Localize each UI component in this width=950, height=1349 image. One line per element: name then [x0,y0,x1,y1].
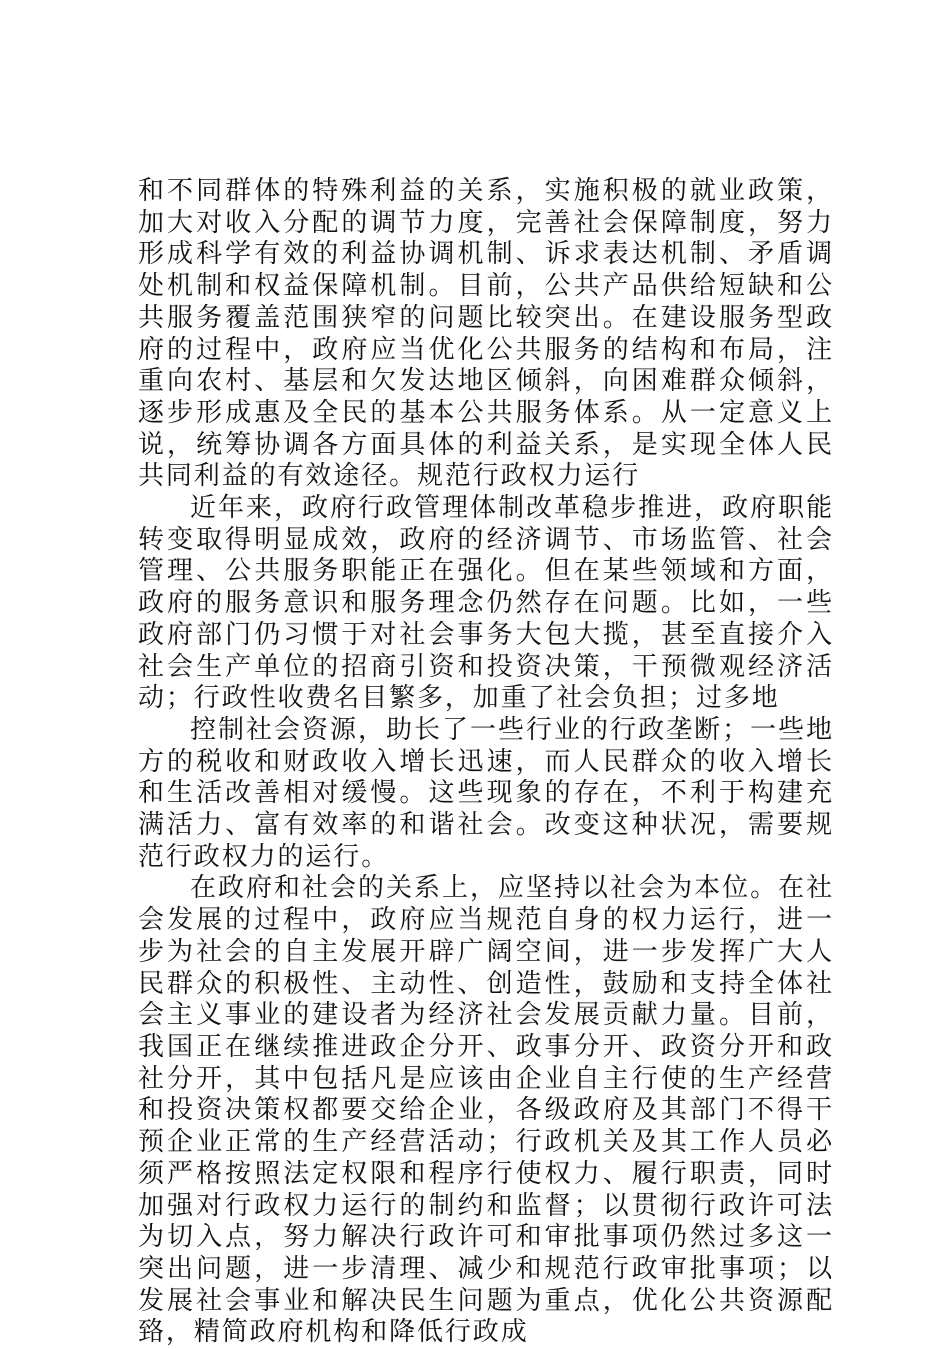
paragraph-1: 和不同群体的特殊利益的关系，实施积极的就业政策，加大对收入分配的调节力度，完善社会保障制度，努力形成科学有效的利益协调机制、诉求表达机制、矛盾调处机制和权益保障机制。目前，公共产品供给短缺和公共服务覆盖范围狭窄的问题比较突出。在建设服务型政府的过程中，政府应当优化公共服务的结构和布局，注重向农村、基层和欠发达地区倾斜，向困难群众倾斜，逐步形成惠及全民的基本公共服务体系。从一定意义上说，统筹协调各方面具体的利益关系，是实现全体人民共同利益的有效途径。规范行政权力运行 [138,176,834,492]
paragraph-3: 控制社会资源，助长了一些行业的行政垄断；一些地方的税收和财政收入增长迅速，而人民群众的收入增长和生活改善相对缓慢。这些现象的存在，不利于构建充满活力、富有效率的和谐社会。改变这种状况，需要规范行政权力的运行。 [138,714,834,872]
paragraph-4: 在政府和社会的关系上，应坚持以社会为本位。在社会发展的过程中，政府应当规范自身的权力运行，进一步为社会的自主发展开辟广阔空间，进一步发挥广大人民群众的积极性、主动性、创造性，鼓励和支持全体社会主义事业的建设者为经济社会发展贡献力量。目前，我国正在继续推进政企分开、政事分开、政资分开和政社分开，其中包括凡是应该由企业自主行使的生产经营和投资决策权都要交给企业，各级政府及其部门不得干预企业正常的生产经营活动；行政机关及其工作人员必须严格按照法定权限和程序行使权力、履行职责，同时加强对行政权力运行的制约和监督；以贯彻行政许可法为切入点，努力解决行政许可和审批事项仍然过多这一突出问题，进一步清理、减少和规范行政审批事项；以发展社会事业和解决民生问题为重点，优化公共资源配臵，精简政府机构和降低行政成 [138,873,834,1348]
paragraph-2: 近年来，政府行政管理体制改革稳步推进，政府职能转变取得明显成效，政府的经济调节、市场监管、社会管理、公共服务职能正在强化。但在某些领域和方面，政府的服务意识和服务理念仍然存在问题。比如，一些政府部门仍习惯于对社会事务大包大揽，甚至直接介入社会生产单位的招商引资和投资决策，干预微观经济活动；行政性收费名目繁多，加重了社会负担；过多地 [138,493,834,714]
document-page [138,176,834,1349]
